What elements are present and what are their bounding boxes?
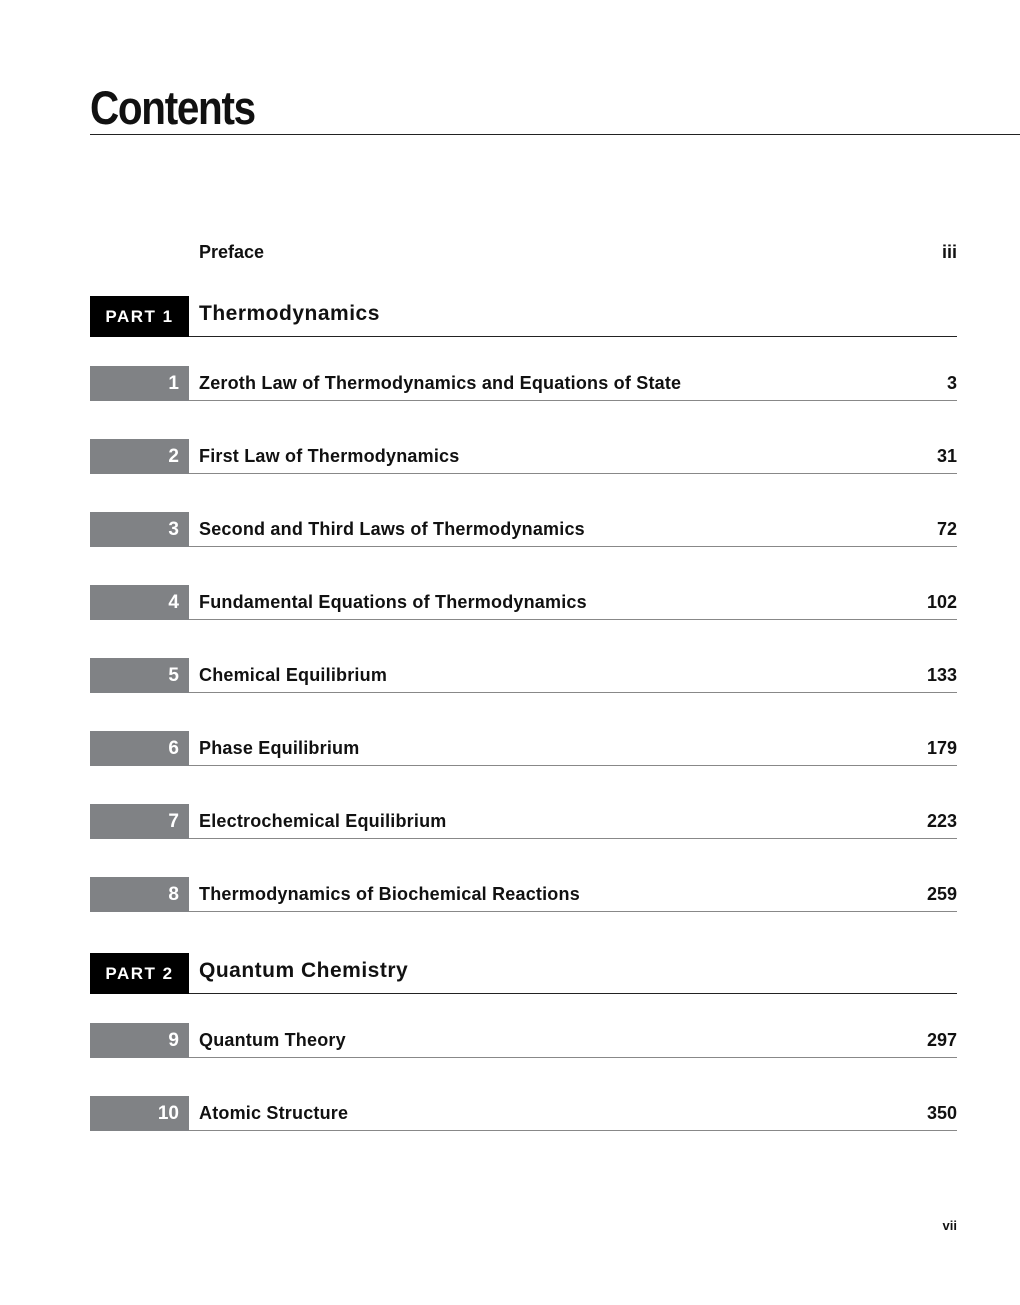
chapter-page-number: 297: [926, 1030, 957, 1050]
chapter-divider: [189, 546, 957, 547]
chapter-divider: [189, 692, 957, 693]
part-header-1: [90, 296, 957, 337]
chapter-title: Quantum Theory: [199, 1030, 346, 1050]
chapter-title: Thermodynamics of Biochemical Reactions: [199, 884, 580, 904]
chapter-divider: [189, 619, 957, 620]
chapter-number: 8: [90, 877, 189, 912]
chapter-page-number: 350: [926, 1103, 957, 1123]
chapter-divider: [189, 765, 957, 766]
chapter-divider: [189, 911, 957, 912]
toc-entry-preface[interactable]: [199, 240, 957, 264]
chapter-divider: [189, 1057, 957, 1058]
chapter-title: Electrochemical Equilibrium: [199, 811, 447, 831]
chapter-number: 3: [90, 512, 189, 547]
chapter-page-number: 179: [926, 738, 957, 758]
chapter-title: Fundamental Equations of Thermodynamics: [199, 592, 587, 612]
chapter-title: Phase Equilibrium: [199, 738, 360, 758]
part-label: PART 2: [90, 953, 189, 994]
page-title: Contents: [90, 81, 255, 134]
toc-entry-chapter-10[interactable]: [90, 1096, 957, 1131]
chapter-title: Atomic Structure: [199, 1103, 349, 1123]
chapter-page-number: 259: [926, 884, 957, 904]
toc-entry-chapter-7[interactable]: [90, 804, 957, 839]
chapter-number: 1: [90, 366, 189, 401]
part-divider: [189, 993, 957, 994]
chapter-page-number: 72: [936, 519, 957, 539]
toc-entry-chapter-6[interactable]: [90, 731, 957, 766]
chapter-title: Zeroth Law of Thermodynamics and Equations of State: [199, 373, 682, 393]
chapter-number: 2: [90, 439, 189, 474]
toc-entry-chapter-4[interactable]: [90, 585, 957, 620]
chapter-number: 6: [90, 731, 189, 766]
part-title: Thermodynamics: [199, 302, 380, 325]
part-divider: [189, 336, 957, 337]
chapter-divider: [189, 838, 957, 839]
part-header-2: [90, 953, 957, 994]
preface-page-number: iii: [941, 242, 957, 262]
chapter-divider: [189, 1130, 957, 1131]
contents-heading: [90, 82, 1020, 135]
toc-entry-chapter-5[interactable]: [90, 658, 957, 693]
chapter-page-number: 223: [926, 811, 957, 831]
chapter-title: Second and Third Laws of Thermodynamics: [199, 519, 585, 539]
toc-entry-chapter-8[interactable]: [90, 877, 957, 912]
toc-entry-chapter-9[interactable]: [90, 1023, 957, 1058]
folio-page-number: vii: [942, 1218, 957, 1233]
toc-entry-chapter-3[interactable]: [90, 512, 957, 547]
chapter-page-number: 133: [926, 665, 957, 685]
chapter-page-number: 102: [926, 592, 957, 612]
chapter-number: 9: [90, 1023, 189, 1058]
part-title: Quantum Chemistry: [199, 959, 409, 982]
part-label: PART 1: [90, 296, 189, 337]
chapter-page-number: 3: [946, 373, 957, 393]
chapter-divider: [189, 473, 957, 474]
toc-entry-chapter-1[interactable]: [90, 366, 957, 401]
toc-entry-chapter-2[interactable]: [90, 439, 957, 474]
chapter-number: 4: [90, 585, 189, 620]
chapter-number: 10: [90, 1096, 189, 1131]
chapter-divider: [189, 400, 957, 401]
chapter-title: Chemical Equilibrium: [199, 665, 388, 685]
chapter-number: 7: [90, 804, 189, 839]
chapter-page-number: 31: [936, 446, 957, 466]
chapter-number: 5: [90, 658, 189, 693]
preface-title: Preface: [199, 242, 265, 262]
chapter-title: First Law of Thermodynamics: [199, 446, 460, 466]
